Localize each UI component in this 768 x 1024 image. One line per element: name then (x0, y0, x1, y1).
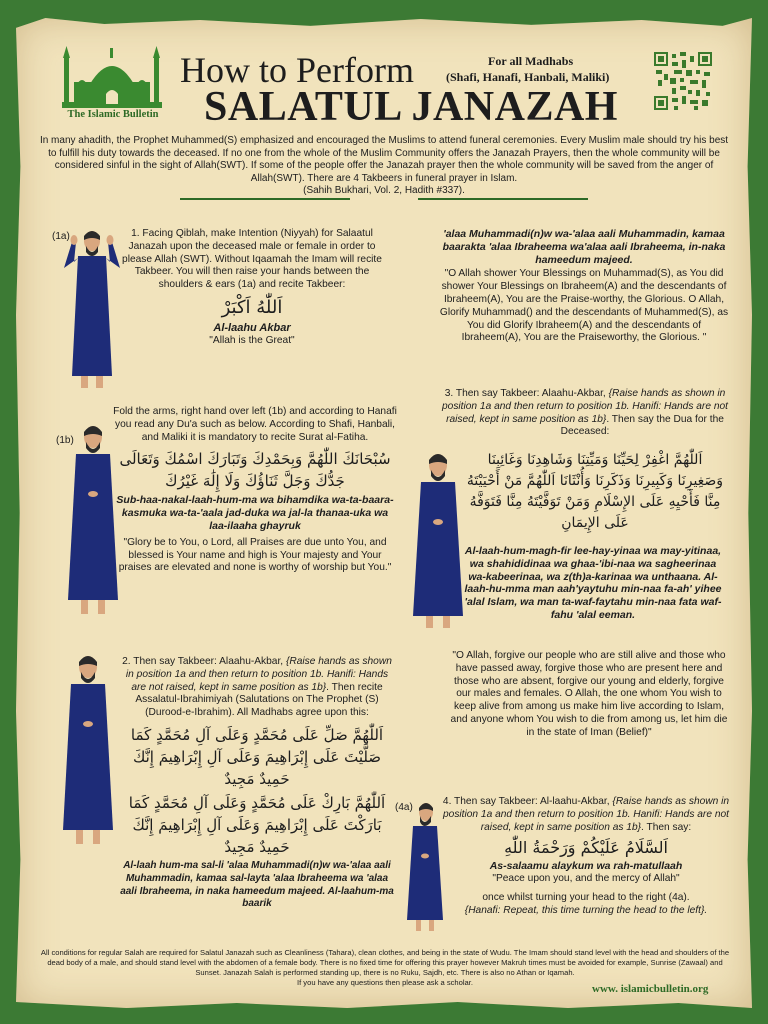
step1-instructions: 1. Facing Qiblah, make Intention (Niyyah) for Salaatul Janazah upon the deceased male or female in order to please Allah (SWT). Without Iqaamah the Imam will recite Takbeer. You will then raise your hands between the shoulders & ears (1a) and recite Takbeer: (122, 228, 382, 291)
step1-meaning: "Allah is the Great" (209, 334, 295, 346)
step2-transliteration-continued: 'alaa Muhammadi(n)w wa-'alaa aali Muhammadin, kamaa baarakta 'alaa Ibraheema wa'alaa aali Ibraheema, in-naka hameedum majeed. (442, 228, 726, 266)
footer-questions: If you have any questions then please ask a scholar. (296, 978, 474, 987)
intro-text: In many ahadith, the Prophet Muhammed(S) emphasized and encouraged the Muslims to attend funeral ceremonies. Every Muslim male should try his best to fulfill his duty towards the deceased. If no one from the whole of the Muslim Community offers the Janazah Prayers, then the whole community will be considered sinful in the sight of Allah(SWT). If some of the people offer the Janazah prayer then the whole community will be saved from the anger of Allah(SWT). There are 4 Takbeers in funeral prayer in Islam. (39, 135, 729, 184)
step4-turn-right: once whilst turning your head to the right (4a). (482, 891, 690, 903)
step2-instructions (118, 656, 396, 720)
step1b-meaning: "Glory be to You, o Lord, all Praises are due unto You, and blessed is Your name and high is Your majesty and Your praises are elevated and none is worthy of worship but You." (118, 536, 392, 574)
figure-arms-folded-2 (58, 652, 118, 848)
step3-arabic: اَللّٰهُمَّ اغْفِرْ لِحَيِّنَا وَمَيِّتِنَا وَشَاهِدِنَا وَغَائِبِنَا وَصَغِيرِنَا وَكَبِيرِنَا وَذَكَرِنَا وَأُنْثَانَا اَللّٰهُمَّ مَنْ أَحْيَيْتَهُ مِنَّا فَأَحْيِهِ عَلَى الإِسْلَامِ وَمَنْ تَوَفَّيْتَهُ مِنَّا فَتَوَفَّهُ عَلَى الإِيمَانِ (466, 452, 724, 531)
step1-transliteration: Al-laahu Akbar (213, 321, 291, 334)
step2-block (118, 656, 396, 911)
step3-text-block (462, 545, 724, 622)
step1-block (116, 228, 388, 348)
step3-block (440, 388, 730, 439)
step3-transliteration: Al-laah-hum-magh-fir lee-hay-yinaa wa may-yitinaa, wa shahididinaa wa ghaa-'ibi-naa wa sagheerinaa wa-kabeerinaa, wa z(th)a-karinaa wa unthaana. Al-laah-hu-mma man aah'yaytuhu min-naa fa-ah' yihee 'alal Islam, wa man ta-waf-faytahu min-naa fata waf-fahu 'alal eeman. (464, 545, 722, 621)
qr-code-icon (654, 52, 712, 110)
step4-meaning: "Peace upon you, and the mercy of Allah" (492, 873, 680, 885)
figure-arms-folded-3 (408, 450, 468, 632)
step4-text-c: . Then say: (641, 821, 692, 833)
step4-block (442, 796, 730, 918)
step4-hanafi-note: {Hanafi: Repeat, this time turning the head to the left}. (464, 904, 708, 916)
position-label-1a: (1a) (52, 231, 70, 242)
step2-text-a: 2. Then say Takbeer: Alaahu-Akbar, (122, 656, 286, 667)
page-title-line1: How to Perform (180, 50, 414, 90)
step2-continued-block (438, 228, 730, 345)
step2-meaning: "O Allah shower Your Blessings on Muhammad(S), as You did shower Your Blessings on Ibraheem(A) and the descendants of Ibraheem(A), You are the Praise-worthy, the Glorious. O Allah, Glorify Muhammad() and the descendants of Muhammed(S), as You did Glorify Ibraheem(A) and the descendants of Ibraheem(A), You are the Praiseworthy, the Glorious. " (439, 268, 729, 344)
step3-meaning-block (448, 650, 730, 740)
step3-text-c: . Then say the Dua for the Deceased: (560, 413, 724, 438)
page-title-line2: SALATUL JANAZAH (204, 84, 618, 130)
step2-transliteration: Al-laah hum-ma sal-li 'alaa Muhammadi(n)w wa-'alaa aali Muhammadin, kamaa sal-layta 'alaa Ibraheema wa 'alaa aali Ibraheema, in naka hameedum majeed. Al-laahum-ma baarik (120, 859, 394, 910)
step4-instructions (442, 796, 730, 834)
position-label-1b: (1b) (56, 435, 74, 446)
figure-head-turned-4a (404, 800, 446, 934)
step3-note: {Raise hands as shown in position 1a and then return to position 1b. Hanifi: Hands are not raised, kept in same position as 1b} (441, 388, 728, 425)
step2-note: {Raise hands as shown in position 1a and then return to position 1b. Hanifi: Hands are not raised, kept in same position as 1b} (125, 656, 392, 693)
madhab-list: (Shafi, Hanafi, Hanbali, Maliki) (446, 70, 610, 84)
step3-text-a: 3. Then say Takbeer: Alaahu-Akbar, (444, 388, 609, 399)
position-label-4a: (4a) (395, 802, 413, 813)
step4-transliteration: As-salaamu alaykum wa rah-matullaah (489, 860, 683, 873)
step1b-transliteration: Sub-haa-nakal-laah-hum-ma wa bihamdika wa-ta-baara-kasmuka wa-ta-'aala jad-duka wa jal-la thanaa-uka wa laa-ilaaha ghayruk (116, 494, 394, 532)
step1-arabic: اَللّٰهُ اَكْبَرْ (221, 296, 283, 318)
divider-left (180, 198, 350, 200)
intro-paragraph (38, 135, 730, 198)
logo-caption: The Islamic Bulletin (67, 109, 159, 120)
step1b-instructions: Fold the arms, right hand over left (1b) and according to Hanafi you read any Du'a such as below. According to Shafi, Hanbali, and Maliki it is mandatory to recite Surat al-Fatiha. (113, 406, 397, 443)
footer-conditions: All conditions for regular Salah are required for Salatul Janazah such as Cleanliness (Tahara), clean clothes, and being in the state of Wudu. The Imam should stand level with the head and shoulders of the dead body of a male, and should stand level with the abdomen of a female body. There is no fixed time for offering this prayer however Makruh times must be avoided for example, Sunrise (Zawaal) and Sunset. Janazah Salah is performed standing up, there is no Ruku, Sajdh, etc. There is also no Athan or Iqamah. (40, 948, 730, 977)
divider-right (418, 198, 588, 200)
step1b-arabic: سُبْحَانَكَ اللّٰهُمَّ وَبِحَمْدِكَ وَتَبَارَكَ اسْمُكَ وَتَعَالَى جَدُّكَ وَجَلَّ ثَنَاؤُكَ وَلَا إِلَٰهَ غَيْرُكَ (119, 450, 391, 491)
step4-note: {Raise hands as shown in position 1a and then return to position 1b. Hanifi: Hands are not raised, kept in same position as 1b} (442, 796, 730, 833)
madhab-heading: For all Madhabs (488, 54, 574, 68)
step3-meaning: "O Allah, forgive our people who are still alive and those who have passed away, forgive those who are present here and those who are absent, forgive our young and elderly, forgive our males and females. O Allah, the one whom You wish to keep alive from among us make him live according to Islam, and anyone whom You wish to die from among us, let him die in the state of Iman (Belief)" (450, 650, 728, 738)
step2-text-c: . Then recite Assalatul-Ibrahimiyah (Salutations on The Prophet (S) (Durood-e-Ibrahim). All Madhabs agree upon this: (135, 681, 383, 719)
intro-source: (Sahih Bukhari, Vol. 2, Hadith #337). (303, 185, 465, 197)
step4-text-a: 4. Then say Takbeer: Al-laahu-Akbar, (442, 796, 613, 807)
website-link[interactable]: www. islamicbulletin.org (592, 983, 709, 995)
step2-arabic-barakah: اَللّٰهُمَّ بَارِكْ عَلَى مُحَمَّدٍ وَعَلَى آلِ مُحَمَّدٍ كَمَا بَارَكْتَ عَلَى إِبْرَاهِيمَ وَعَلَى آلِ إِبْرَاهِيمَ إِنَّكَ حَمِيدٌ مَجِيدٌ (128, 793, 386, 856)
step4-arabic: اَلسَّلَامُ عَلَيْكُمْ وَرَحْمَةُ اللّٰهِ (504, 838, 668, 858)
step1b-block (112, 406, 398, 575)
step3-instructions (440, 388, 730, 439)
footer-notes (40, 948, 730, 988)
step2-arabic-salawat: اَللّٰهُمَّ صَلِّ عَلَى مُحَمَّدٍ وَعَلَى آلِ مُحَمَّدٍ كَمَا صَلَّيْتَ عَلَى إِبْرَاهِيمَ وَعَلَى آلِ إِبْرَاهِيمَ إِنَّكَ حَمِيدٌ مَجِيدٌ (130, 725, 384, 788)
